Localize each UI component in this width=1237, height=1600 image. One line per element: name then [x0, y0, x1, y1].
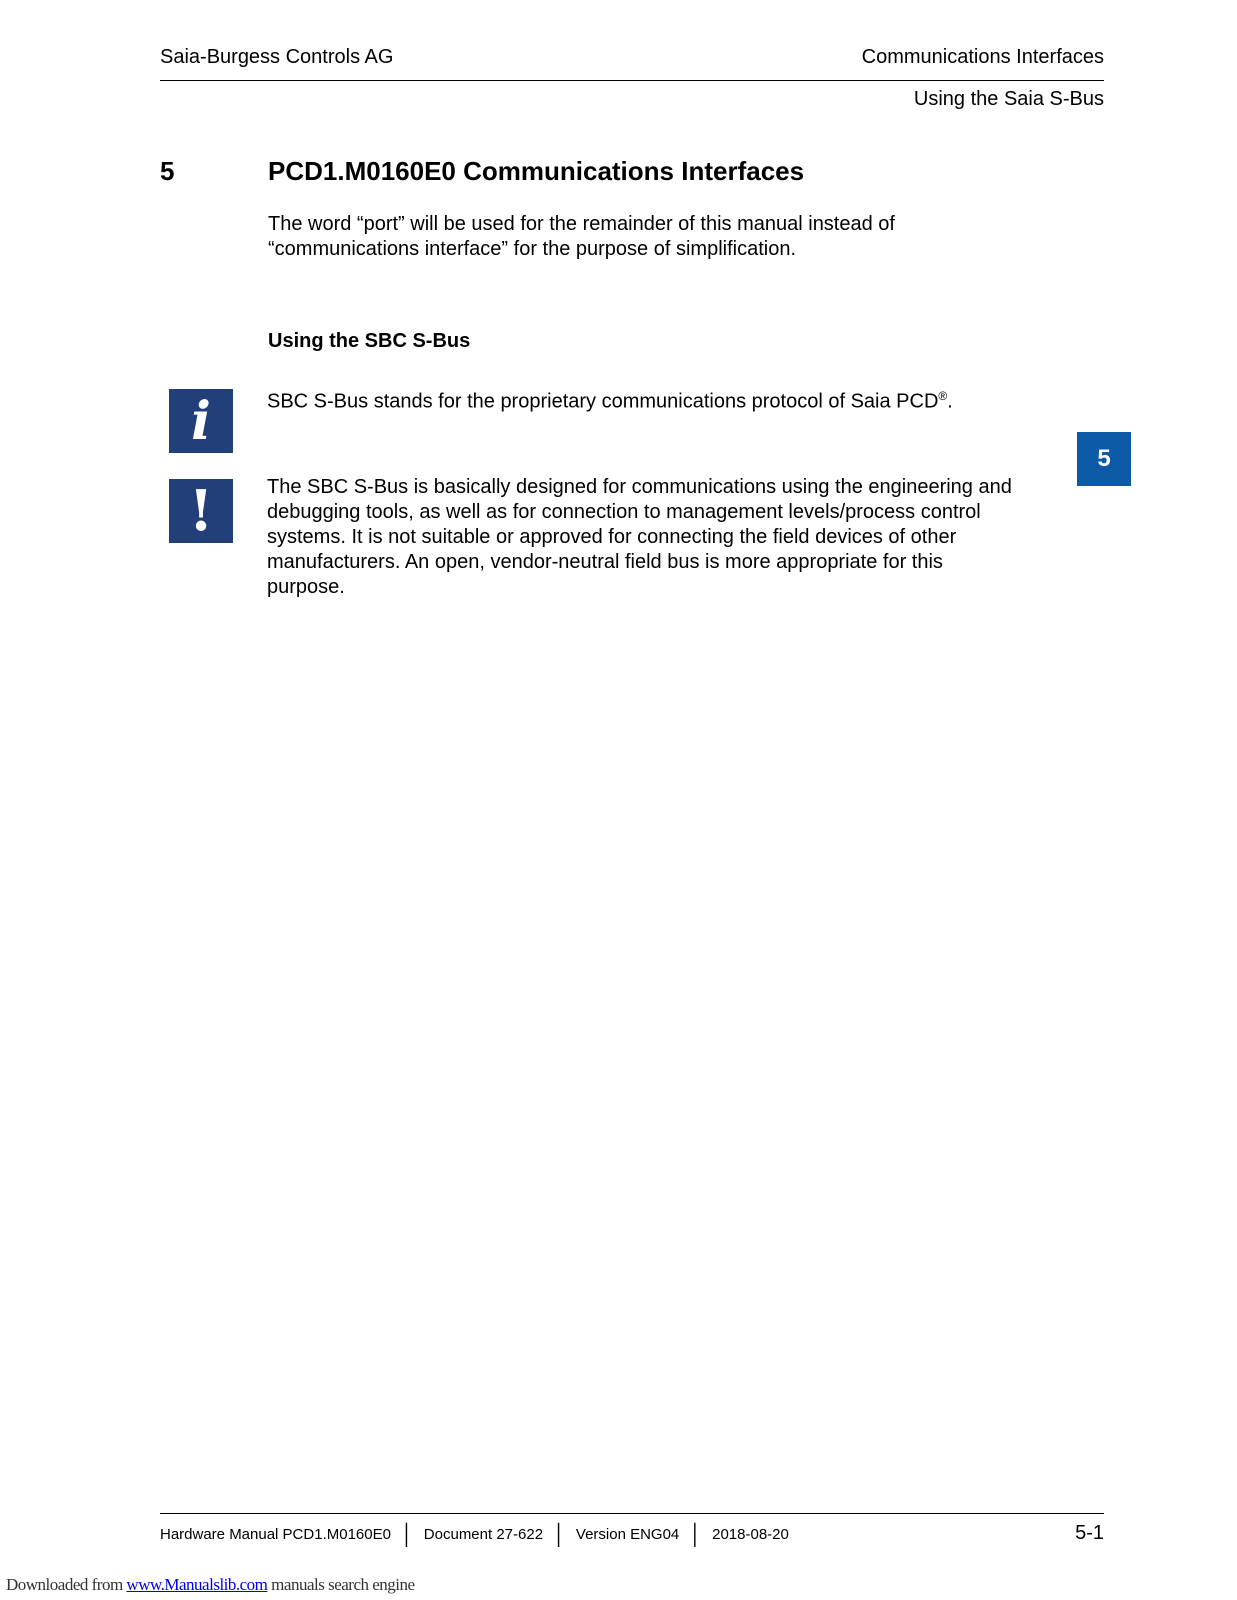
warning-paragraph: The SBC S-Bus is basically designed for communications using the engineering and debugging tools, as well as for connection to management levels/process control systems. It is not suitable or approved for connecting the field devices of other manufacturers. An open, vendor-neutral field bus is more appropriate for this purpose. [267, 476, 1012, 598]
info-text: SBC S-Bus stands for the proprietary communications protocol of Saia PCD [267, 390, 939, 413]
download-notice [6, 1575, 415, 1595]
download-prefix: Downloaded from [6, 1575, 127, 1594]
chapter-tab-label: 5 [1097, 445, 1111, 472]
footer-version: Version ENG04 [575, 1526, 680, 1543]
download-suffix: manuals search engine [267, 1575, 415, 1594]
footer-separator: │ [553, 1524, 566, 1546]
intro-paragraph: The word “port” will be used for the remainder of this manual instead of “communications interface” for the purpose of simplification. [268, 213, 895, 260]
registered-mark: ® [938, 389, 948, 403]
footer-divider [160, 1513, 1104, 1514]
info-paragraph [267, 384, 953, 415]
warning-icon [169, 479, 233, 543]
info-icon-glyph: i [191, 390, 211, 452]
page-number: 5-1 [1075, 1522, 1104, 1544]
info-icon [169, 389, 233, 453]
header-subsection: Using the Saia S-Bus [913, 88, 1104, 110]
footer-manual: Hardware Manual PCD1.M0160E0 [160, 1526, 391, 1543]
footer-separator: │ [401, 1524, 414, 1546]
footer-document: Document 27-622 [423, 1526, 544, 1543]
header-divider [160, 80, 1104, 81]
chapter-number: 5 [160, 156, 175, 186]
warning-icon-glyph: ! [188, 478, 214, 544]
footer-date: 2018-08-20 [712, 1526, 789, 1543]
manualslib-link[interactable]: www.Manualslib.com [126, 1575, 268, 1594]
section-heading: Using the SBC S-Bus [268, 330, 471, 352]
footer-info [160, 1524, 789, 1547]
chapter-tab [1077, 432, 1131, 486]
header-company: Saia-Burgess Controls AG [160, 46, 394, 68]
header-section: Communications Interfaces [861, 46, 1104, 68]
info-end: . [947, 390, 953, 413]
chapter-title: PCD1.M0160E0 Communications Interfaces [268, 156, 805, 186]
footer-separator: │ [689, 1524, 702, 1546]
